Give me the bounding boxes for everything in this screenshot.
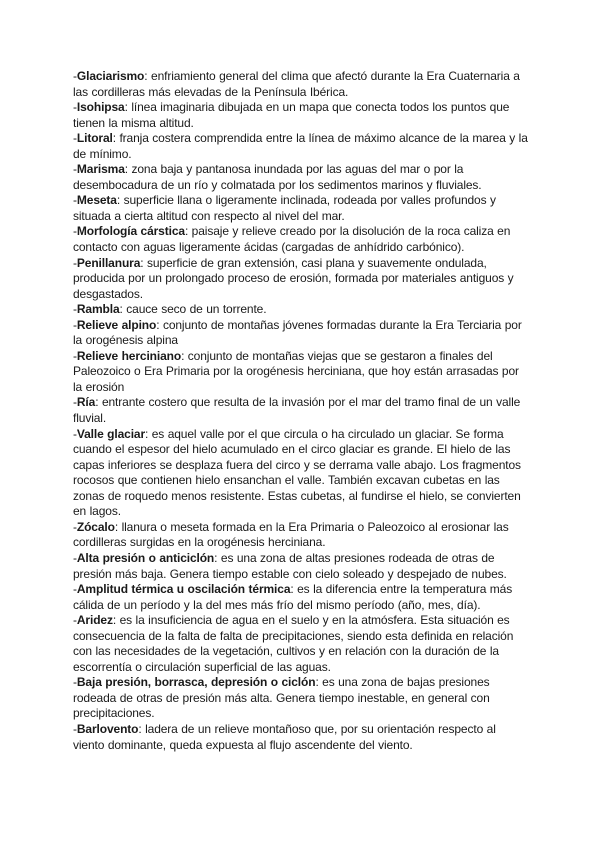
entry-dash: - xyxy=(73,348,77,363)
entry-dash: - xyxy=(73,582,77,597)
glossary-entry xyxy=(73,349,528,396)
entry-definition: : es la insuficiencia de agua en el suelo y en la atmósfera. Esta situación es consecuencia de la falta de falta de precipitaciones, siendo esta definida en relación con las necesidades de la vegetación, cultivos y en relación con la duración de la escorrentía o circulación superficial de las aguas. xyxy=(73,613,514,674)
entry-term: Litoral xyxy=(76,131,113,146)
entry-dash: - xyxy=(73,675,77,690)
entry-definition: : llanura o meseta formada en la Era Primaria o Paleozoico al erosionar las cordilleras surgidas en la orogénesis herciniana. xyxy=(73,519,509,550)
entry-term: Aridez xyxy=(76,613,113,628)
entry-term: Rambla xyxy=(76,302,120,317)
glossary-entry xyxy=(73,318,528,349)
entry-dash: - xyxy=(73,69,77,83)
entry-definition: : conjunto de montañas jóvenes formadas durante la Era Terciaria por la orogénesis alpina xyxy=(73,317,522,348)
glossary-list xyxy=(73,69,528,753)
glossary-entry xyxy=(73,395,528,426)
entry-definition: : ladera de un relieve montañoso que, por su orientación respecto al viento dominante, queda expuesta al flujo ascendente del viento. xyxy=(73,721,496,752)
entry-definition: : zona baja y pantanosa inundada por las aguas del mar o por la desembocadura de un río y colmatada por los sedimentos marinos y fluviales. xyxy=(73,162,482,192)
glossary-entry xyxy=(73,427,528,520)
glossary-entry xyxy=(73,302,528,318)
entry-term: Zócalo xyxy=(76,519,115,534)
entry-definition: : paisaje y relieve creado por la disolución de la roca caliza en contacto con aguas ligeramente ácidas (cargadas de anhídrido carbónico). xyxy=(73,224,511,255)
entry-term: Ría xyxy=(76,395,96,410)
entry-definition: : enfriamiento general del clima que afectó durante la Era Cuaternaria a las cordilleras más elevadas de la Península Ibérica. xyxy=(73,69,520,99)
entry-dash: - xyxy=(73,100,77,115)
entry-definition: : franja costera comprendida entre la línea de máximo alcance de la marea y la de mínimo. xyxy=(73,131,528,161)
entry-term: Penillanura xyxy=(76,255,141,270)
entry-term: Baja presión, borrasca, depresión o ciclón xyxy=(76,675,316,690)
entry-dash: - xyxy=(73,224,77,239)
entry-term: Morfología cárstica xyxy=(76,224,185,239)
entry-term: Relieve herciniano xyxy=(76,348,182,363)
glossary-entry xyxy=(73,613,528,675)
entry-dash: - xyxy=(73,519,77,534)
glossary-entry xyxy=(73,162,528,193)
entry-dash: - xyxy=(73,550,77,565)
entry-definition: : cauce seco de un torrente. xyxy=(119,302,267,317)
entry-dash: - xyxy=(73,193,77,208)
glossary-entry xyxy=(73,256,528,303)
entry-dash: - xyxy=(73,162,77,177)
entry-term: Isohipsa xyxy=(76,100,125,115)
entry-dash: - xyxy=(73,255,77,270)
entry-definition: : es una zona de altas presiones rodeada de otras de presión más baja. Genera tiempo estable con cielo soleado y despejado de nubes. xyxy=(73,550,507,581)
glossary-entry xyxy=(73,722,528,753)
entry-dash: - xyxy=(73,131,77,146)
glossary-entry xyxy=(73,100,528,131)
entry-definition: : es aquel valle por el que circula o ha circulado un glaciar. Se forma cuando el espesor del hielo acumulado en el circo glaciar es grande. El hielo de las capas inferiores se desplaza fuera del circo y se derrama valle abajo. Los fragmentos rocosos que contienen hielo ensanchan el valle. También excavan cubetas en las zonas de roquedo menos resistente. Estas cubetas, al fundirse el hielo, se convierten en lagos. xyxy=(73,426,521,519)
entry-definition: : es la diferencia entre la temperatura más cálida de un período y la del mes más frío del mismo período (año, mes, día). xyxy=(73,582,513,612)
glossary-entry xyxy=(73,224,528,255)
entry-dash: - xyxy=(73,613,77,628)
entry-term: Glaciarismo xyxy=(76,69,145,83)
glossary-entry xyxy=(73,520,528,551)
glossary-entry xyxy=(73,551,528,582)
entry-definition: : conjunto de montañas viejas que se gestaron a finales del Paleozoico o Era Primaria por la orogénesis herciniana, que hoy están arrasadas por la erosión xyxy=(73,348,519,394)
entry-dash: - xyxy=(73,317,77,332)
entry-dash: - xyxy=(73,426,77,441)
entry-term: Barlovento xyxy=(76,721,139,736)
glossary-entry xyxy=(73,193,528,224)
entry-definition: : superficie llana o ligeramente inclinada, rodeada por valles profundos y situada a cierta altitud con respecto al nivel del mar. xyxy=(73,193,496,223)
entry-term: Marisma xyxy=(76,162,125,177)
entry-definition: : es una zona de bajas presiones rodeada de otras de presión más alta. Genera tiempo inestable, en general con precipitaciones. xyxy=(73,675,490,721)
glossary-entry xyxy=(73,675,528,722)
entry-term: Meseta xyxy=(76,193,117,208)
entry-dash: - xyxy=(73,302,77,317)
entry-definition: : superficie de gran extensión, casi plana y suavemente ondulada, producida por un prolongado proceso de erosión, formada por materiales antiguos y desgastados. xyxy=(73,255,514,301)
entry-term: Valle glaciar xyxy=(76,426,146,441)
entry-dash: - xyxy=(73,721,77,736)
entry-definition: : línea imaginaria dibujada en un mapa que conecta todos los puntos que tienen la misma altitud. xyxy=(73,100,510,130)
glossary-entry xyxy=(73,131,528,162)
entry-definition: : entrante costero que resulta de la invasión por el mar del tramo final de un valle fluvial. xyxy=(73,395,521,426)
glossary-entry xyxy=(73,69,528,100)
glossary-entry xyxy=(73,582,528,613)
entry-dash: - xyxy=(73,395,77,410)
entry-term: Relieve alpino xyxy=(76,317,157,332)
entry-term: Alta presión o anticiclón xyxy=(76,550,215,565)
entry-term: Amplitud térmica u oscilación térmica xyxy=(76,582,291,597)
